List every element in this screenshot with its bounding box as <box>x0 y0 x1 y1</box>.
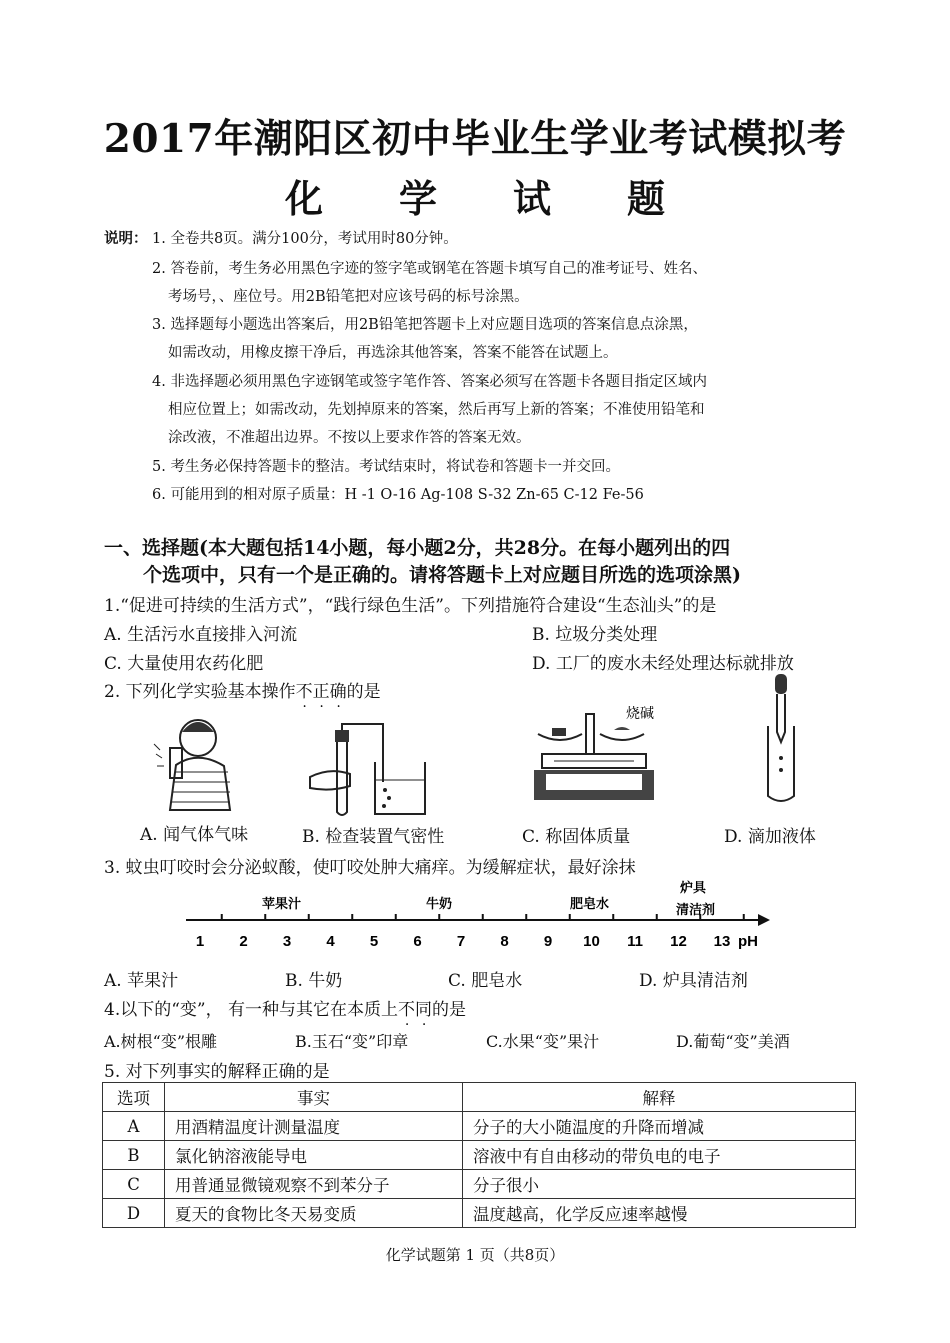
table-row <box>103 1170 856 1199</box>
table-row <box>103 1199 856 1228</box>
table-cell: 夏天的食物比冬天易变质 <box>165 1199 463 1228</box>
table-cell: 氯化钠溶液能导电 <box>165 1141 463 1170</box>
question-4-option-c: C.水果“变”果汁 <box>486 1032 600 1051</box>
subject-char: 化 <box>284 176 323 221</box>
emphasis-char: 不 <box>295 682 313 702</box>
ph-label-soap-water: 肥皂水 <box>570 896 610 911</box>
ph-label-cleaner-1: 炉具 <box>680 880 707 895</box>
table-cell: 分子很小 <box>463 1170 856 1199</box>
table-header: 选项 <box>103 1083 165 1112</box>
table-cell: 分子的大小随温度的升降而增减 <box>463 1112 856 1141</box>
exam-title: 2017年潮阳区初中毕业生学业考试模拟考 <box>103 116 847 162</box>
question-2-option-d: D. 滴加液体 <box>724 827 816 847</box>
question-1-option-c: C. 大量使用农药化肥 <box>104 654 264 674</box>
note-line: 1. 全卷共8页。满分100分，考试用时80分钟。 <box>152 231 458 247</box>
ph-tick-label: 10 <box>583 933 600 950</box>
ph-label-milk: 牛奶 <box>426 896 453 911</box>
ph-tick-label: 3 <box>282 933 292 950</box>
question-4-option-b: B.玉石“变”印章 <box>295 1032 409 1051</box>
smell-gas-illustration <box>140 710 250 815</box>
balance-illustration <box>530 700 660 810</box>
note-line: 6. 可能用到的相对原子质量：H -1 O-16 Ag-108 S-32 Zn-65 C-12 Fe-56 <box>152 487 644 503</box>
stem-text: 2. 下列化学实验基本操作 <box>104 682 296 702</box>
ph-tick-label: 7 <box>456 933 466 950</box>
stem-text: 的是 <box>346 682 381 702</box>
stem-text: 4.以下的“变”， 有一种与其它在本质上 <box>104 1000 399 1020</box>
table-header: 解释 <box>463 1083 856 1112</box>
ph-tick-label: 4 <box>326 933 335 950</box>
subject-char: 学 <box>398 176 437 221</box>
emphasis-char: 不 <box>398 1000 416 1020</box>
question-4-option-d: D.葡萄“变”美酒 <box>676 1032 790 1051</box>
ph-tick-label: 12 <box>670 933 687 950</box>
subject-char: 题 <box>627 176 666 221</box>
table-cell: 用普通显微镜观察不到苯分子 <box>165 1170 463 1199</box>
table-header: 事实 <box>165 1083 463 1112</box>
table-cell: A <box>103 1112 165 1141</box>
question-1-option-b: B. 垃圾分类处理 <box>532 625 658 645</box>
question-3-stem: 3. 蚊虫叮咬时会分泌蚁酸，使叮咬处肿大痛痒。为缓解症状，最好涂抹 <box>104 858 636 878</box>
emphasis-char: 确 <box>329 682 347 702</box>
subject-title <box>0 168 950 223</box>
sodium-hydroxide-label: 烧碱 <box>626 705 654 721</box>
table-row <box>103 1112 856 1141</box>
question-3-option-c: C. 肥皂水 <box>448 971 523 991</box>
ph-tick-label: 1 <box>195 933 205 950</box>
table-cell: 温度越高，化学反应速率越慢 <box>463 1199 856 1228</box>
table-row <box>103 1141 856 1170</box>
note-line: 考场号，、座位号。用2B铅笔把对应该号码的标号涂黑。 <box>168 289 529 305</box>
table-header-row <box>103 1083 856 1112</box>
ph-tick-label: 13 <box>713 933 731 950</box>
question-2-stem <box>104 677 381 702</box>
question-2-option-a: A. 闻气体气味 <box>140 825 249 845</box>
question-4-option-a: A.树根“变”根雕 <box>104 1032 218 1051</box>
question-3-option-a: A. 苹果汁 <box>104 971 179 991</box>
notes-label: 说明： <box>104 230 148 247</box>
question-3-option-b: B. 牛奶 <box>285 971 343 991</box>
question-1-option-a: A. 生活污水直接排入河流 <box>104 625 298 645</box>
note-line: 涂改液，不准超出边界。不按以上要求作答的答案无效。 <box>168 430 531 446</box>
note-line: 如需改动，用橡皮擦干净后，再选涂其他答案，答案不能答在试题上。 <box>168 345 618 361</box>
ph-tick-label: 5 <box>369 933 379 950</box>
table-cell: C <box>103 1170 165 1199</box>
table-cell: D <box>103 1199 165 1228</box>
subject-char: 试 <box>513 176 552 221</box>
dropper-illustration <box>762 672 802 807</box>
note-line: 5. 考生务必保持答题卡的整洁。考试结束时，将试卷和答题卡一并交回。 <box>152 459 620 475</box>
question-1-stem: 1.“促进可持续的生活方式”，“践行绿色生活”。下列措施符合建设“生态汕头”的是 <box>104 596 717 616</box>
ph-tick-label: 2 <box>239 933 248 950</box>
explanation-table <box>102 1082 856 1228</box>
note-line: 相应位置上；如需改动，先划掉原来的答案，然后再写上新的答案；不准使用铅笔和 <box>168 402 705 418</box>
section-heading-cont: 个选项中，只有一个是正确的。请将答题卡上对应题目所选的选项涂黑) <box>143 564 741 586</box>
ph-label-cleaner-2: 清洁剂 <box>676 902 716 917</box>
ph-tick-label: 8 <box>500 933 509 950</box>
section-heading: 一、选择题(本大题包括14小题，每小题2分，共28分。在每小题列出的四 <box>104 537 731 559</box>
ph-tick-label: 6 <box>413 933 422 950</box>
ph-label-apple-juice: 苹果汁 <box>262 896 302 911</box>
note-line: 3. 选择题每小题选出答案后，用2B铅笔把答题卡上对应题目选项的答案信息点涂黑， <box>152 317 698 333</box>
question-2-option-b: B. 检查装置气密性 <box>302 827 445 847</box>
ph-tick-label: 11 <box>627 933 643 950</box>
ph-number-group <box>196 933 731 950</box>
question-4-stem <box>104 995 466 1020</box>
question-2-option-c: C. 称固体质量 <box>522 827 631 847</box>
stem-text: 的是 <box>432 1000 467 1020</box>
page-footer: 化学试题第 1 页（共8页） <box>385 1246 565 1264</box>
question-5-stem: 5. 对下列事实的解释正确的是 <box>104 1062 330 1082</box>
ph-tick-label: 9 <box>543 933 553 950</box>
table-cell: 用酒精温度计测量温度 <box>165 1112 463 1141</box>
note-line: 4. 非选择题必须用黑色字迹钢笔或签字笔作答、答案必须写在答题卡各题目指定区域内 <box>152 374 707 390</box>
note-line: 2. 答卷前，考生务必用黑色字迹的签字笔或钢笔在答题卡填写自己的准考证号、姓名、 <box>152 261 707 277</box>
ph-unit-label: pH <box>738 933 758 950</box>
question-1-option-d: D. 工厂的废水未经处理达标就排放 <box>532 654 794 674</box>
airtightness-check-illustration <box>305 722 440 820</box>
table-cell: 溶液中有自由移动的带负电的电子 <box>463 1141 856 1170</box>
emphasis-char: 正 <box>312 682 330 702</box>
ph-scale <box>180 876 780 952</box>
question-3-option-d: D. 炉具清洁剂 <box>639 971 748 991</box>
table-cell: B <box>103 1141 165 1170</box>
emphasis-char: 同 <box>415 1000 433 1020</box>
